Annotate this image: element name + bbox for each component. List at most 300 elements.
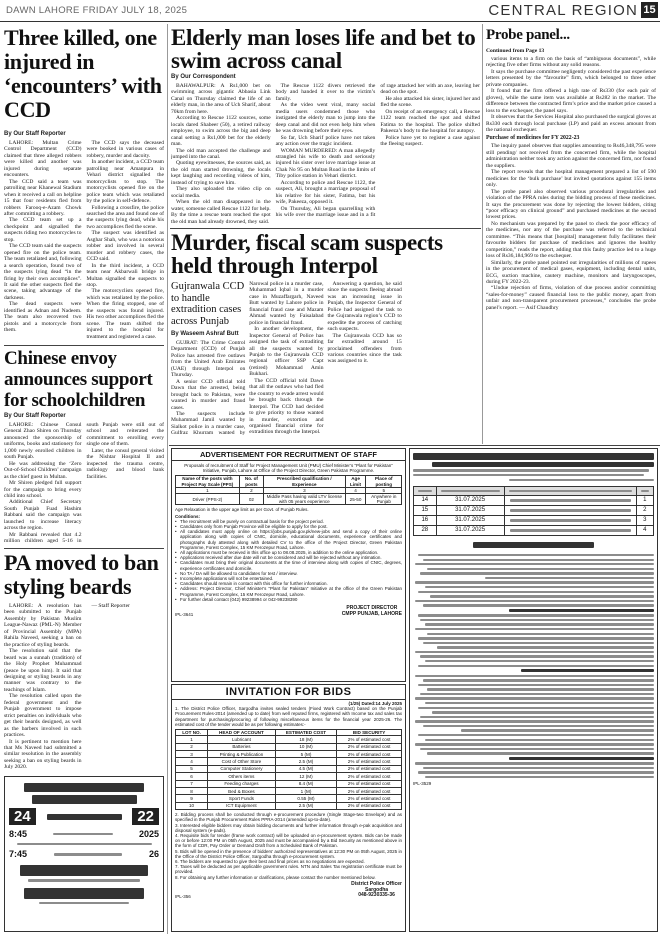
urdu-item-cell [504, 495, 636, 505]
article-rule [170, 228, 481, 229]
paragraph: In the third incident, a CCD team near Akbarwali bridge in Multan signalled the suspects to stop. [86, 262, 164, 288]
column-header [504, 486, 636, 495]
urdu-text-line [425, 623, 654, 625]
urdu-text-line [425, 739, 654, 741]
table-cell: 2% of estimated cost [337, 758, 402, 765]
header-rule [0, 21, 660, 22]
ad-title: INVITATION FOR BIDS [172, 685, 405, 700]
invitation-for-bids-ad [171, 684, 406, 932]
page-number: 15 [641, 2, 658, 18]
urdu-text-line [418, 637, 654, 639]
urdu-text-line [510, 519, 631, 521]
urdu-text-line [423, 604, 654, 606]
urdu-tender-notice-ad [409, 448, 658, 932]
headline-three-killed: Three killed, one injured in ‘encounters’ with CCD [4, 25, 162, 122]
subhead: Purchase of medicines for FY 2022-23 [486, 135, 580, 142]
urdu-text-line [420, 716, 654, 718]
table-cell: Prescribed qualification / Experience [264, 476, 346, 487]
table-row [176, 795, 402, 802]
table-cell: 8 [176, 787, 208, 794]
urdu-ad-day: 26 [148, 849, 159, 860]
urdu-text-line [415, 600, 654, 602]
bid-condition: 8. For obtaining any further information or clarifications, please contact the number mentioned below. [175, 874, 376, 880]
urdu-item-cell [504, 525, 636, 535]
table-cell: 2% of estimated cost [337, 795, 402, 802]
article-body-probe-panel [486, 48, 656, 442]
urdu-text-line [54, 853, 122, 855]
column-header: LOT NO. [176, 730, 208, 736]
table-cell: Bed & Boxes [208, 787, 276, 794]
table-cell: 31.07.2025 [436, 505, 504, 515]
table-cell: Lubricant [208, 736, 276, 743]
paragraphs [486, 56, 656, 133]
condition-item: • Applications received after due date will not be considered and will be rejected without any intimation. [175, 555, 402, 560]
paragraph: Similarly, the probe panel pointed out irregularities of millions of rupees in the procurement of medical gases, equipment, including dental units, ECG, suction machine, cautery machine, monitors and laryngoscopes, during FY 2022-23. [486, 259, 656, 285]
urdu-text-line [427, 752, 654, 754]
condition-item: • All candidates must apply online on https://jobs.punjab.gov.pk/new-jobs and send a copy of their online application along with copies of CNIC, domicile, educational documents, experience certificates and photographs duly attested along with detailed CV to the office of the Project Director, Green Pakistan Programme, Forest Complex, 15 KM Ferozepur Road, Lahore. [175, 529, 402, 550]
paragraph: GUJRAT: The Crime Control Department (CCD) of Punjab Police has arrested five outlaws from the United Arab Emirates (UAE) through Interpol on Thursday. [171, 340, 246, 379]
table-cell: 10 [176, 802, 208, 809]
ad-title: ADVERTISEMENT FOR RECRUITMENT OF STAFF [172, 449, 405, 461]
recruitment-table [175, 475, 402, 505]
table-cell: Driver (PPS-2) [176, 494, 240, 505]
table-cell: Anywhere in Punjab [366, 494, 402, 505]
urdu-ad-year: 2025 [138, 829, 159, 839]
paragraph: The CCD official told Dawn that all the outlaws who had fled the country to evade arrest would be brought back through the Interpol. The CCD had decided to give priority to those wanted in murder, extortion and organised financial crime for extradition through the Interpol. [249, 377, 324, 436]
ad-note: Age Relaxation in the upper age limit as per Govt. of Punjab Rules. [175, 507, 309, 513]
table-row [176, 780, 402, 787]
article-body-elderly-man [171, 83, 480, 226]
urdu-text-line [473, 542, 594, 548]
urdu-text-line [47, 814, 122, 820]
urdu-text-line [418, 554, 654, 556]
table-cell: 7 [176, 780, 208, 787]
signature-line: PROJECT DIRECTOR [346, 605, 398, 612]
article-body-three-killed [4, 140, 164, 342]
urdu-text-line [641, 490, 649, 492]
condition-item: • All applications must be received in this office up to 08.08.2025, in addition to the online application. [175, 550, 402, 555]
paragraph: The Rescue 1122 divers retrieved the body and handed it over to the victim’s family. [275, 83, 376, 102]
table-row [176, 765, 402, 772]
urdu-text-line [425, 776, 654, 778]
table-cell: 3 [264, 487, 346, 493]
urdu-text-line [415, 581, 654, 583]
table-cell: No. of posts [239, 476, 263, 487]
urdu-text-line [420, 572, 654, 574]
urdu-text-line [423, 725, 654, 727]
subheadline: Gujranwala CCD to handle extradition cases across Punjab [171, 281, 245, 327]
paragraph: It says the purchase committee negligently considered the past experience letters presented by the “favourite” firm, which belonged to three other private companies. [486, 68, 656, 88]
table-cell: 1 (M) [275, 787, 337, 794]
article-rule [4, 548, 164, 549]
urdu-text-line [28, 879, 141, 881]
paragraph: “Undue rejection of firms, violation of due process and/or committing “sales-for-money” caused financial loss to the public money, apart from unfair and non-transparent procurement processes,” concludes the probe panel’s report. — Asif Chaudhry [486, 285, 656, 311]
urdu-text-line [418, 771, 654, 773]
urdu-text-line [423, 679, 654, 681]
table-cell: 10 (M) [275, 743, 337, 750]
table-row [176, 751, 402, 758]
paragraph: They also uploaded the video clip on social media. [171, 186, 271, 199]
paragraph: No mechanism was prepared by the panel to check the poor efficacy of the medicines, nor any of the purchase was referred to the technical committee. “This means that [hospital] management fully facilitates their favourite bidders for purchase of medicines and ignores the healthy competition,” reads the report, adding that this faulty practice led to a huge loss of Rs36,184,969 to the exchequer. [486, 220, 656, 260]
condition-item: • Candidates only from Punjab Province will be eligible to apply for the post. [175, 524, 402, 529]
signature-line: Sargodha [365, 886, 389, 893]
bid-condition: 7. Taxes will be deducted as per applicable government rules. NTN and Sales Tax registration certificate must be provided. [175, 864, 402, 875]
urdu-text-line [509, 757, 654, 760]
section-title: CENTRAL REGION [488, 2, 638, 19]
paragraphs [486, 143, 656, 311]
table-cell: 4 [176, 758, 208, 765]
urdu-text-line [510, 529, 631, 531]
urdu-text-line [432, 462, 654, 467]
urdu-text-line [420, 748, 654, 750]
urdu-religious-ad [4, 776, 164, 932]
table-cell: 5 (M) [275, 751, 337, 758]
urdu-text-line [418, 684, 654, 686]
table-cell: Sport Funds [208, 795, 276, 802]
urdu-item-cell [504, 505, 636, 515]
table-row [176, 758, 402, 765]
paragraph: The resolution said that the beard was a sunnah (tradition) of the Holy Prophet Muhammad (peace be upon him). It said that designing or styling beards in any manner was contrary to the teachings of Islam. [4, 648, 82, 693]
table-cell: 4.5 (M) [275, 765, 337, 772]
table-cell: 1 [176, 736, 208, 743]
table-header-row [414, 486, 654, 495]
table-cell: 25-50 [345, 494, 366, 505]
table-cell: 15 [414, 505, 437, 515]
paragraph: As the video went viral, many social media users condemned those who instigated the elderly man to jump into the deep canal and did not even help him when he was drowning before their eyes. [275, 102, 376, 135]
urdu-ad-time: 8:45 [9, 829, 28, 839]
column-divider [167, 24, 168, 934]
headline-chinese-envoy: Chinese envoy announces support for schoolchildren [4, 348, 153, 411]
table-cell: 14 [414, 495, 437, 505]
table-cell: Place of posting [366, 476, 402, 487]
urdu-text-line [24, 783, 144, 792]
table-cell: Middle Pass having valid LTV license with 05 years experience [264, 494, 346, 505]
table-row [414, 495, 654, 505]
urdu-text-line [509, 490, 632, 492]
ad-intro: Proposals of recruitment of Staff for Project Management Unit (PMU) Chief Minister’s “Plant for Pakistan” Initiative, Punjab, Lahore at Office of the Project Director, Green Pakistan Programme. [184, 463, 393, 474]
urdu-text-line [423, 767, 654, 769]
paragraph: The motorcyclists opened fire, which was retaliated by the police. When the firing stopped, one of the suspects was found injured. His two other accomplices fled the scene. The team shifted the injured to the hospital for treatment and registered a case. [86, 288, 164, 340]
table-cell: 1 [636, 495, 653, 505]
urdu-text-line [415, 720, 654, 722]
table-cell: 2.5 (M) [275, 758, 337, 765]
urdu-text-line [420, 655, 654, 657]
paragraph: Police have yet to register a case against the fleeing suspect. [380, 134, 480, 148]
table-row [176, 476, 402, 487]
urdu-text-line [427, 688, 654, 690]
table-cell: Feeding charges [208, 780, 276, 787]
ad-code: IPL-3641 [175, 612, 194, 618]
urdu-text-line [415, 697, 654, 699]
urdu-text-line [461, 729, 654, 731]
paragraph: When the old man disappeared in the water, someone called Rescue 1122 for help. By the time a rescue team reached the spot the old man had already drowned, they said. [171, 199, 271, 225]
paragraph: LAHORE: Chinese Consul General Zhao Shiren on Thursday announced the sponsorship of uniforms, books and stationery for 1,000 newly enrolled children in south Punjab. [4, 422, 82, 461]
bid-condition: 4. Requisite bids for tender (frame work contract) will be uploaded on e-procurement system. Bids can be made on or before 12:00 PM on 05th August, 2025 and must be accompanied by a Bid Security as mentioned above in the form of CDR, Pay Order or Demand Draft from a Scheduled Bank of Pakistan. [175, 832, 402, 849]
table-cell: 2% of estimated cost [337, 787, 402, 794]
paragraph: On receipt of an emergency call, a Rescue 1122 team reached the spot and shifted Fatima to the hospital. The police shifted Pakeeza’s body to the hospital for autopsy. [380, 108, 480, 135]
table-cell: Batteries [208, 743, 276, 750]
paragraph: The CCD said a team was patrolling near Khanewal Stadium when it received a call on helpline 15 that four residents fled from robbers Farooq-e-Azam Chowk after committing a robbery. [4, 178, 82, 217]
ad-intro: 1. The District Police Officer, Sargodha invites sealed tenders (Fixed Work Contract) based on the Punjab Procurement Rules-2014 (amended up to date) from well reputed firms, registered with Income tax and sales tax department for purchasing/procuring of following miscellaneous items for the financial year 2025-26. The estimated cost of the tender would be as per following estimates:- [175, 706, 402, 727]
urdu-text-line [521, 669, 654, 672]
conditions-title: Conditions: [175, 513, 200, 519]
urdu-text-line [17, 843, 152, 845]
urdu-text-line [423, 559, 654, 561]
table-cell: Computer Stationery [208, 765, 276, 772]
urdu-text-line [510, 499, 631, 501]
table-cell: 2% of estimated cost [337, 751, 402, 758]
byline: By Waseem Ashraf Butt [171, 331, 239, 337]
table-cell: 2 [176, 743, 208, 750]
condition-item: • Address: Project Director, Chief Minister’s “Plant for Pakistan” Initiative at the office of the Green Pakistan Programme, Forest Complex, 15 KM Ferozepur Road, Lahore. [175, 586, 402, 596]
urdu-text-line [441, 490, 500, 492]
paragraph: Later, the consul general visited the Nishtar Hospital II and inspected the trauma centre, radiology and blood bank facilities. [86, 447, 164, 480]
condition-item: • Candidates must bring their original documents at the time of interview along with copies of CNIC, degrees, experience certificates and domicile. [175, 560, 402, 570]
paragraph: LAHORE: A resolution has been submitted to the Punjab Assembly by Pakistan Muslim League-Nawaz (PML-N) Member of Provincial Assembly (MPA) Rahila Naveed, seeking a ban on the practice of styling beards. [4, 603, 82, 648]
table-cell: 5 [176, 765, 208, 772]
table-cell: 2% of estimated cost [337, 773, 402, 780]
paragraph: The CCD team said the suspects opened fire on the police team. The team retaliated and, following a search operation, found two of the suspects lying dead “in the firing by their own accomplices”. It said the other suspects fled the scene, taking advantage of the darkness. [4, 243, 82, 301]
paragraph: Quoting eyewitnesses, the sources said, as the old man started drowning, the locals kept laughing and recording videos of him, instead of trying to save him. [171, 160, 271, 186]
paragraph: Additional Chief Secretary South Punjab Fuad Hashim Rabbani said the campaign was launched to increase literacy across the region. [4, 499, 82, 532]
bid-condition: 5. Bids will be opened in the presence of bidders’ authorized representatives at 12:30 PM on 05th August, 2025 in the Office of the District Police Officer, Sargodha through e-procurement system. [175, 848, 402, 859]
paragraph: Answering a question, he said since the suspects fleeing abroad was an increasing issue in Punjab, the Inspector General of Police had assigned the task to the Gujranwala region’s CCD to expedite the process of catching such suspects. [327, 281, 402, 333]
paragraph: The suspects include Muhammad Jamil wanted by Sialkot police in a murder case, Gulfraz Khurram wanted by Narowal police in a murder case, Muhammad Iqbal in a murder case in Muzaffargarh, Naveed Butt wanted by Lahore police in financial fraud case and Mazam Ahmad wanted by Faisalabad police in financial fraud. [171, 281, 324, 437]
headline-interpol: Murder, fiscal scam suspects held through Interpol [171, 230, 443, 278]
byline: By Our Staff Reporter [4, 131, 66, 137]
column-header: HEAD OF ACCOUNT [208, 730, 276, 736]
section-rule [169, 445, 660, 446]
paragraph: According to police and Rescue 1122, the suspect, Ali, brought a marriage proposal of his relative for his sister, Fatima, but his wife, Pakeeza, opposed it. [275, 179, 376, 206]
table-cell: 31.07.2025 [436, 525, 504, 535]
urdu-ad-time: 7:45 [9, 849, 28, 860]
urdu-text-line [418, 614, 654, 616]
recruitment-ad [171, 448, 406, 682]
urdu-text-line [425, 586, 654, 588]
table-cell: 2% of estimated cost [337, 743, 402, 750]
table-cell: 2.5 (M) [275, 802, 337, 809]
urdu-tender-table [413, 486, 654, 536]
table-cell: 31.07.2025 [436, 495, 504, 505]
table-cell: 2 [636, 505, 653, 515]
urdu-ad-date: 22 [132, 808, 159, 825]
conditions-list [175, 519, 402, 602]
paragraph: LAHORE: Multan Crime Control Department (CCD) claimed that three alleged robbers were killed and another was injured during separate encounters. [4, 140, 82, 179]
table-cell: 8.4 (M) [275, 780, 337, 787]
paragraph: various items to a firm on the basis of “ambiguous documents”, while rejecting five other firms without any solid reasons. [486, 56, 656, 69]
table-cell: 2% of estimated cost [337, 736, 402, 743]
urdu-text-line [415, 563, 654, 565]
table-cell: 3 [636, 515, 653, 525]
paragraph: The CCD says the deceased were booked in various cases of robbery, murder and dacoity. [86, 140, 164, 159]
table-row [414, 505, 654, 515]
table-cell: 4 [345, 487, 366, 493]
table-row [176, 787, 402, 794]
condition-item: • Candidates should remain in contact with this office for further information. [175, 581, 402, 586]
paragraph: He was addressing the ‘Zero Out-of-School Children’ campaign as the chief guest in Multan. [4, 460, 82, 480]
bid-condition: 6. The bidders are requested to give their best and final prices as no negotiations are expected. [175, 858, 365, 864]
column-header [414, 486, 437, 495]
masthead-date: DAWN LAHORE FRIDAY JULY 18, 2025 [6, 5, 188, 16]
table-cell: 31.07.2025 [436, 515, 504, 525]
table-cell: 6 [176, 773, 208, 780]
urdu-text-line [418, 490, 432, 492]
table-cell: 2% of estimated cost [337, 765, 402, 772]
article-body-interpol [171, 281, 480, 443]
urdu-text-line [425, 702, 654, 704]
article-body-pa-beards [4, 603, 164, 771]
table-cell: 12 (M) [275, 773, 337, 780]
headline-probe-panel: Probe panel... [486, 27, 570, 43]
table-cell: 18 (M) [275, 736, 337, 743]
urdu-text-line [32, 795, 137, 804]
column-header: ESTIMATED COST [275, 730, 337, 736]
table-cell: 4 [636, 525, 653, 535]
paragraph: Mr Rabbani revealed that 4.2 million children aged 5-16 in south Punjab were still out of school and reiterated the commitment to enrolling every single one of them. [4, 422, 164, 545]
table-cell: 5 [366, 487, 402, 493]
bid-condition: 2. Bidding process shall be conducted through e-procurement procedure (Single Stage-two Envelope) and as specified in the Punjab Procurement Rules PPRA-2014 (amended up-to-date). [175, 812, 402, 823]
ad-date: (1/25) Dated:14 July 2025 [348, 701, 402, 706]
urdu-text-line [437, 646, 654, 648]
table-row [176, 773, 402, 780]
condition-item: • The recruitment will be purely on contractual basis for the project period. [175, 519, 402, 524]
article-body-chinese-envoy [4, 422, 164, 546]
paragraph: It observes that the Services Hospital also purchased the surgical gloves at Rs330 each through local purchase (LP) and paid an excess amount from the national exchequer. [486, 114, 656, 133]
urdu-text-line [432, 711, 654, 713]
table-cell: Printing & Publication [208, 751, 276, 758]
ad-code: IPL-356 [175, 894, 191, 900]
urdu-text-line [415, 743, 654, 745]
table-cell: Cost of Other Store [208, 758, 276, 765]
paragraph: The resolution called upon the federal government and the Punjab government to impose strict penalties on individuals who get their beards designed, as well as the barbers involved in such practices. [4, 693, 82, 739]
paragraph: Following a crossfire, the police searched the area and found one of the suspects lying dead, while his two accomplices fled the scene. [86, 204, 164, 230]
urdu-text-line [413, 474, 644, 476]
condition-item: • No TA / DA will be allowed to candidates for test / interview. [175, 571, 402, 576]
paragraph: WOMAN MURDERED: A man allegedly strangled his wife to death and seriously injured his sister over love marriage issue at Chak No 95 on Multan Road in the limits of Tiby police station in Vehari district. [275, 147, 376, 180]
paragraph: According to Rescue 1122 sources, some locals dared Shabeer (50), a retired railway employee, to swim across the big and deep canal setting a Rs1,000 bet for the elderly man. [171, 115, 271, 148]
table-row [176, 743, 402, 750]
table-row [176, 494, 402, 505]
urdu-text-line [425, 660, 654, 662]
table-cell: 02 [239, 494, 263, 505]
paragraph: The CCD team set up a checkpoint and signalled the suspects riding two motorcycles to stop. [4, 217, 82, 243]
urdu-text-line [420, 693, 654, 695]
urdu-text-line [418, 734, 654, 736]
column-header: BID SECURITY [337, 730, 402, 736]
urdu-text-line [39, 902, 129, 904]
signature-line: District Police Officer [351, 880, 402, 887]
table-cell: 9 [176, 795, 208, 802]
urdu-text-line [509, 609, 654, 612]
paragraph: BAHAWALPUR: A Rs1,000 bet on swimming across gigantic Abbasia Link Canal on Thursday claimed the life of an elderly man, in the area of Uch Sharif, about 70km from here. [171, 83, 271, 115]
table-cell: 2% of estimated cost [337, 802, 402, 809]
ad-code: IPL-3529 [413, 780, 432, 786]
table-cell: ICT Equipment [208, 802, 276, 809]
column-divider [482, 24, 483, 444]
urdu-text-line [430, 595, 654, 597]
paragraph: — Staff Reporter [91, 603, 130, 609]
urdu-text-line [418, 707, 654, 709]
paragraph: It found that the firm offered a high rate of Rs330 (for each pair of gloves), while the same item was available at Rs282 in the market. The difference between the contracted firm’s price and the market price caused a loss to the exchequer, the panel says. [486, 88, 656, 114]
urdu-item-cell [504, 515, 636, 525]
urdu-text-line [510, 509, 631, 511]
urdu-text-line [413, 453, 654, 460]
paragraph: The Gujranwala CCD has so far extradited around 15 proclaimed offenders from various countries since the task was assigned to it. [327, 332, 402, 365]
condition-item: • Incomplete applications will not be entertained. [175, 576, 402, 581]
table-cell: 28 [414, 525, 437, 535]
urdu-text-line [420, 619, 654, 621]
paragraph: So far, Uch Sharif police have not taken any action over the tragic incident. [275, 134, 376, 148]
urdu-text-line [418, 591, 654, 593]
table-cell: 1 [176, 487, 240, 493]
urdu-text-line [509, 479, 654, 481]
column-header [436, 486, 504, 495]
bid-condition: 3. Interested eligible bidders may obtain bidding documents and further information through e-pak acquisition and disposal system (e-pads). [175, 822, 402, 833]
urdu-text-line [415, 651, 654, 653]
urdu-text-line [427, 633, 654, 635]
paragraph: The suspect was identified as Asghar Shah, who was a notorious robber and involved in several murder and robbery cases, the CCD said. [86, 230, 164, 263]
paragraph: A senior CCD official told Dawn that the arrested, being brought back to Pakistan, were wanted in murder and fraud cases. [171, 378, 246, 411]
signature-line: CMPP PUNJAB, LAHORE [341, 611, 402, 618]
table-row [176, 736, 402, 743]
byline: By Our Correspondent [171, 74, 236, 80]
paragraph: In another incident, a CCD team patrolling near Amanpura in Vehari district signalled the motorcyclists to stop. The motorcyclists opened fire on the police team which was retaliated by the police in self-defence. [86, 159, 164, 205]
table-cell: 2 [239, 487, 263, 493]
table-cell: Age Limit [345, 476, 366, 487]
table-cell: 0.55 (M) [275, 795, 337, 802]
paragraph: The dead suspects were identified as Adnan and Nadeem. The team also recovered two pistols and a motorcycle from them. [4, 301, 82, 334]
urdu-ad-date: 24 [9, 808, 36, 825]
urdu-text-line [427, 568, 654, 570]
table-cell: Name of the posts with Project Pay Scale (PPS) [176, 476, 240, 487]
table-row [176, 802, 402, 809]
paragraph: In another development, the Inspector General of Police has assigned the task of extraditing all the suspects wanted by Punjab to the Gujranwala CCD regional officer SSP Capt (retired) Mohammad Amin Bukhari. [249, 326, 324, 378]
column-header [636, 486, 653, 495]
bids-table [175, 729, 402, 810]
table-cell: 16 [414, 515, 437, 525]
continued-note: Continued from Page 13 [486, 48, 545, 54]
urdu-text-line [20, 865, 148, 876]
paragraph: He also attacked his sister, injured her and fled the scene. [380, 95, 480, 109]
bid-conditions [175, 812, 402, 880]
urdu-text-line [418, 665, 654, 667]
paragraph: The old man accepted the challenge and jumped into the canal. [171, 147, 271, 160]
urdu-text-line [415, 628, 654, 630]
paragraph: On Thursday, Ali began quarrelling with his wife over the marriage issue and in a fit of rage attacked her with an axe, leaving her dead on the spot. [275, 83, 480, 219]
paragraph: The report reveals that the hospital management prepared a list of 590 medicines for the ‘bulk purchase’ but invited quotations against 155 items only. [486, 169, 656, 189]
paragraph: The inquiry panel observes that supplies amounting to Rs46,348,795 were still pending/ not received from the concerned firm, while the hospital administration neither took any action against the concerned firm, nor found the suppliers. [486, 143, 656, 169]
condition-item: • For further detail contact (042) 99238994 or 042-99238390 [175, 597, 402, 602]
urdu-text-line [53, 833, 113, 835]
urdu-text-line [415, 762, 654, 764]
paragraph: It is pertinent to mention here that Ms Naveed had submitted a similar resolution in the assembly seeking a ban on styling beards in July 2020. [4, 738, 82, 771]
urdu-text-line [485, 577, 654, 579]
table-cell: Others items [208, 773, 276, 780]
byline: By Our Staff Reporter [4, 413, 66, 419]
article-rule [4, 345, 164, 346]
table-row [414, 525, 654, 535]
table-cell: 3 [176, 751, 208, 758]
signature-phone: 048-9230335-36 [358, 892, 395, 899]
table-cell: 2% of estimated cost [337, 780, 402, 787]
headline-pa-beards: PA moved to ban styling beards [4, 550, 159, 599]
urdu-text-line [415, 675, 654, 677]
table-row [414, 515, 654, 525]
urdu-text-line [413, 469, 649, 471]
urdu-text-line [423, 642, 654, 644]
headline-elderly-man: Elderly man loses life and bet to swim across canal [171, 25, 476, 73]
paragraph: Mr Shiren pledged full support for the campaign to bring every child into school. [4, 480, 82, 499]
